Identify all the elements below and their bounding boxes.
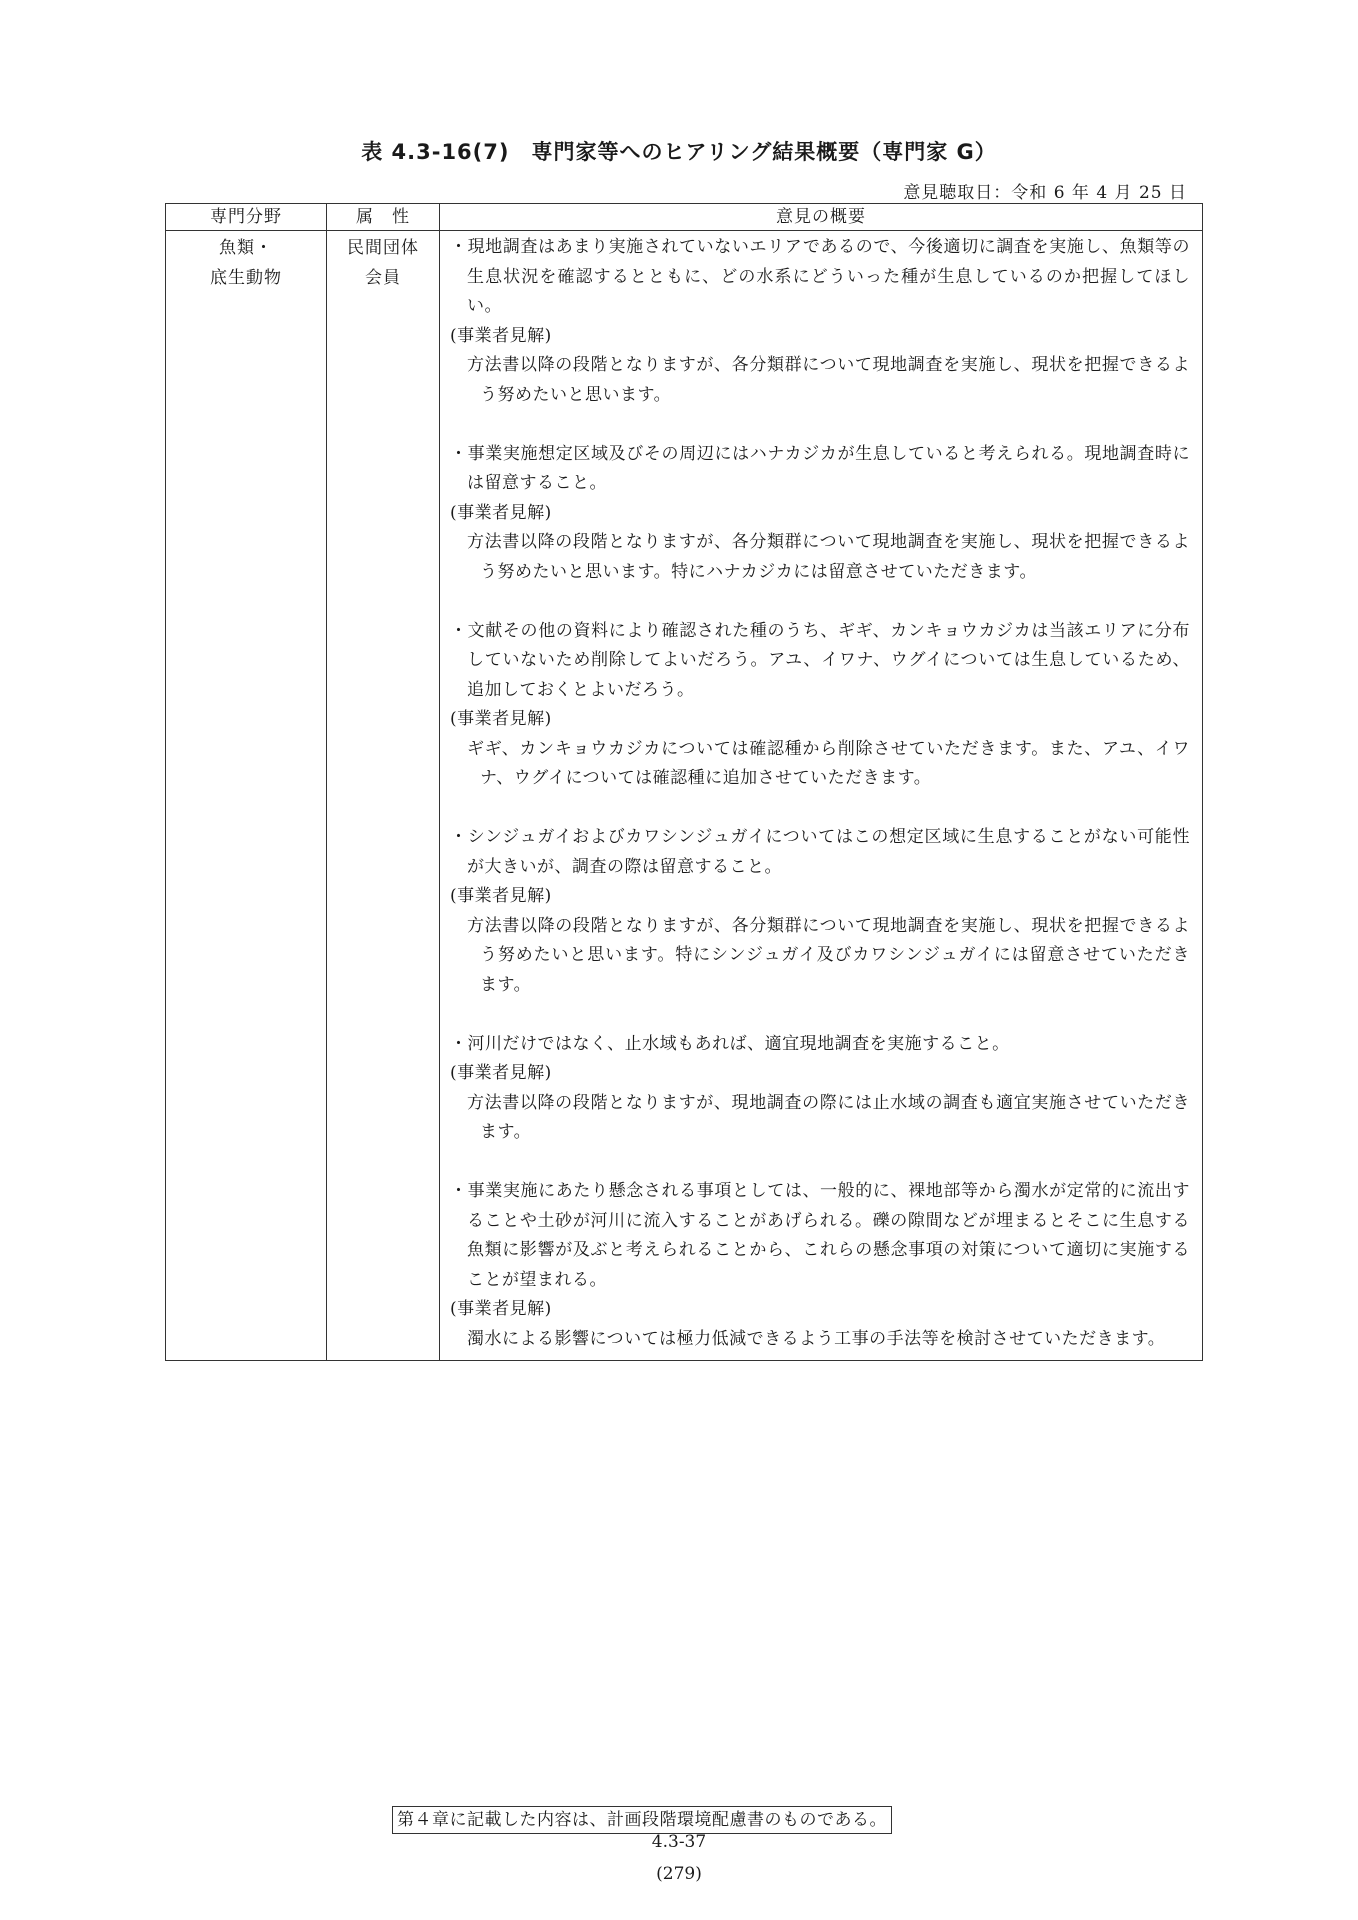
expert-opinion: ・事業実施想定区域及びその周辺にはハナカジカが生息していると考えられる。現地調査時には留意すること。 [450,443,1190,493]
opinion-item [450,617,1190,794]
response-label: (事業者見解) [450,1063,552,1083]
hearing-results-table [165,203,1203,1361]
header-opinion-summary: 意見の概要 [440,204,1203,231]
operator-response: 方法書以降の段階となりますが、各分類群について現地調査を実施し、現状を把握できるよう努めたいと思います。 [467,355,1190,405]
page-number: 4.3-37 [651,1832,707,1852]
expert-opinion: ・文献その他の資料により確認された種のうち、ギギ、カンキョウカジカは当該エリアに分布していないため削除してよいだろう。アユ、イワナ、ウグイについては生息しているため、追加しておくとよいだろう。 [450,620,1190,700]
response-label: (事業者見解) [450,325,552,346]
response-label: (事業者見解) [450,1299,552,1319]
opinion-item [450,1177,1190,1354]
page-total-number: (279) [656,1864,702,1884]
header-field: 専門分野 [166,204,327,231]
header-attribute: 属 性 [327,204,440,231]
field-line: 魚類・ [219,238,273,258]
expert-opinion: ・シンジュガイおよびカワシンジュガイについてはこの想定区域に生息することがない可能性が大きいが、調査の際は留意すること。 [450,827,1190,877]
hearing-date: 意見聴取日：令和 6 年 4 月 25 日 [903,183,1187,203]
opinion-cell [440,231,1203,1361]
operator-response: ギギ、カンキョウカジカについては確認種から削除させていただきます。また、アユ、イワナ、ウグイについては確認種に追加させていただきます。 [467,738,1190,788]
chapter-note: 第４章に記載した内容は、計画段階環境配慮書のものである。 [392,1806,892,1834]
operator-response: 濁水による影響については極力低減できるよう工事の手法等を検討させていただきます。 [467,1328,1166,1349]
table-header-row [166,204,1203,231]
response-label: (事業者見解) [450,709,552,729]
response-label: (事業者見解) [450,502,552,523]
opinion-item [450,233,1190,410]
response-label: (事業者見解) [450,886,552,906]
opinion-item [450,440,1190,588]
operator-response: 方法書以降の段階となりますが、現地調査の際には止水域の調査も適宜実施させていただきます。 [467,1092,1190,1142]
table-title: 表 4.3-16(7) 専門家等へのヒアリング結果概要（専門家 G） [361,140,997,164]
attribute-cell [327,231,440,1361]
expert-opinion: ・河川だけではなく、止水域もあれば、適宜現地調査を実施すること。 [450,1033,1010,1054]
operator-response: 方法書以降の段階となりますが、各分類群について現地調査を実施し、現状を把握できるよう努めたいと思います。特にシンジュガイ及びカワシンジュガイには留意させていただきます。 [467,915,1190,995]
operator-response: 方法書以降の段階となりますが、各分類群について現地調査を実施し、現状を把握できるよう努めたいと思います。特にハナカジカには留意させていただきます。 [467,532,1190,582]
opinion-item [450,823,1190,1000]
attribute-line: 民間団体 [347,238,419,258]
expert-opinion: ・事業実施にあたり懸念される事項としては、一般的に、裸地部等から濁水が定常的に流出することや土砂が河川に流入することがあげられる。礫の隙間などが埋まるとそこに生息する魚類に影響が及ぶと考えられることから、これらの懸念事項の対策について適切に実施することが望まれる。 [450,1181,1190,1290]
attribute-line: 会員 [365,268,401,288]
field-line: 底生動物 [210,268,282,288]
field-cell [166,231,327,1361]
opinion-item [450,1030,1190,1148]
table-row [166,231,1203,1361]
expert-opinion: ・現地調査はあまり実施されていないエリアであるので、今後適切に調査を実施し、魚類等の生息状況を確認するとともに、どの水系にどういった種が生息しているのか把握してほしい。 [450,237,1190,316]
